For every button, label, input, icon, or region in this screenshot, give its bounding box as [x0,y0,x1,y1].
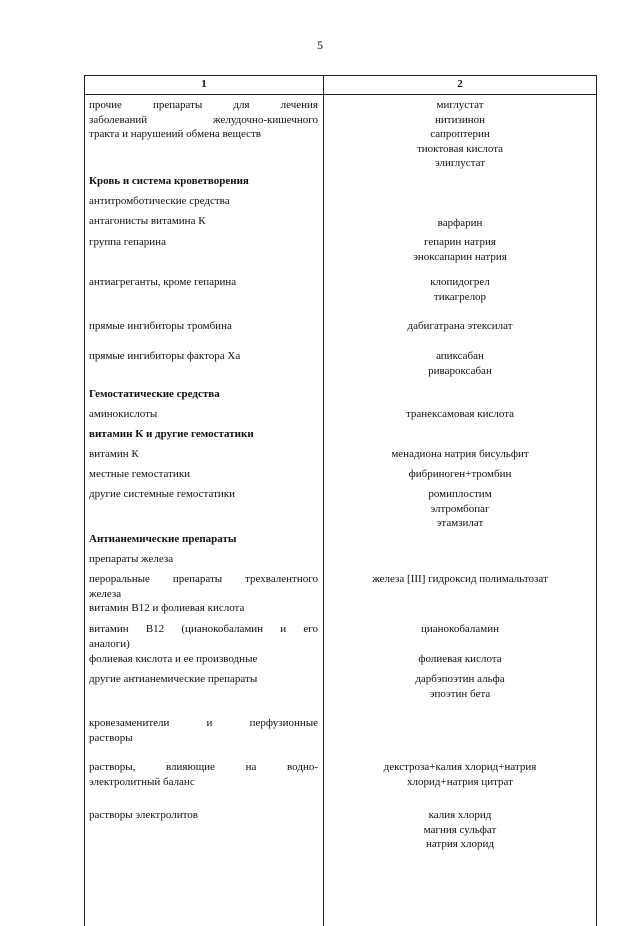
drug-name: клопидогрел [430,276,490,288]
row-drugs [327,572,593,587]
drug-name: цианокобаламин [420,623,499,635]
category-line: заболеваний желудочно-кишечного [89,113,318,126]
category-line: аналоги) [89,637,130,650]
category-line: кровезаменители и перфузионные [89,717,318,729]
row-category: прямые ингибиторы фактора Xa [89,350,241,362]
drug-name: дарбэпоэтин альфа [415,673,505,685]
drug-name: дабигатрана этексилат [407,320,513,332]
category-line: растворы [89,731,133,744]
drug-name: декстроза+калия хлорид+натрия [383,761,537,773]
drug-name: фибриноген+тромбин [408,468,512,480]
drug-name: этамзилат [436,517,484,530]
drug-name: нитизинон [435,113,485,126]
page-number: 5 [317,38,323,52]
drug-name: тиоктовая кислота [416,142,504,155]
column-divider [323,76,324,926]
section-heading: Гемостатические средства [89,388,220,400]
row-drugs [327,808,593,852]
row-category: антагонисты витамина К [89,215,206,227]
row-drugs [327,487,593,531]
drug-name: элтромбопаг [430,502,490,515]
drug-name: варфарин [437,217,483,229]
drug-name: сапроптерин [430,128,490,141]
row-category: местные гемостатики [89,468,191,480]
row-drugs [327,672,593,701]
row-drugs [327,407,593,422]
row-drugs [327,652,593,667]
row-category: антиагреганты, кроме гепарина [89,276,237,288]
row-category: другие системные гемостатики [89,488,236,500]
header-divider [85,94,596,95]
drug-name: миглустат [436,99,484,111]
category-line: железа [89,587,122,600]
row-category [89,622,318,651]
row-category: витамин К [89,448,139,460]
category-line: электролитный баланс [89,775,195,788]
drug-table [84,75,597,926]
row-drugs [327,319,593,334]
row-category: прямые ингибиторы тромбина [89,320,232,332]
row-category: витамин B12 и фолиевая кислота [89,602,245,614]
drug-name: хлорид+натрия цитрат [407,775,513,788]
row-category [89,760,318,789]
row-category: другие антианемические препараты [89,673,258,685]
row-drugs [327,447,593,462]
row-category: аминокислоты [89,408,158,420]
row-drugs [327,98,593,171]
drug-name: ромиплостим [428,488,492,500]
row-drugs [327,216,593,231]
drug-name: транексамовая кислота [405,408,515,420]
category-line: витамин B12 (цианокобаламин и его [89,623,318,635]
row-category [89,98,318,142]
row-category: препараты железа [89,553,174,565]
category-line: тракта и нарушений обмена веществ [89,128,261,141]
drug-name: тикагрелор [433,290,487,303]
row-category: фолиевая кислота и ее производные [89,653,258,665]
row-category [89,716,318,745]
column-header-2: 2 [457,78,463,90]
row-drugs [327,349,593,378]
row-drugs [327,235,593,264]
row-category: группа гепарина [89,236,166,248]
drug-name: ривароксабан [428,364,492,377]
row-drugs [327,275,593,304]
drug-name: элиглустат [434,157,486,170]
drug-name: менадиона натрия бисульфит [391,448,529,460]
drug-name: калия хлорид [428,809,492,821]
category-line: растворы, влияющие на водно- [89,761,318,773]
drug-name: апиксабан [436,350,484,362]
category-line: прочие препараты для лечения [89,99,318,111]
drug-name: натрия хлорид [425,838,495,851]
row-drugs [327,467,593,482]
drug-name: эноксапарин натрия [413,250,507,263]
drug-name: фолиевая кислота [418,653,502,665]
section-heading: витамин К и другие гемостатики [89,428,254,440]
drug-name: магния сульфат [423,823,497,836]
row-category: антитромботические средства [89,195,230,207]
row-drugs [327,622,593,637]
row-drugs [327,760,593,789]
drug-name: гепарин натрия [424,236,496,248]
section-heading: Кровь и система кроветворения [89,175,249,187]
drug-name: железа [III] гидроксид полимальтозат [372,573,548,585]
section-heading: Антианемические препараты [89,533,237,545]
category-line: пероральные препараты трехвалентного [89,573,318,585]
row-category [89,572,318,601]
drug-name: эпоэтин бета [429,687,491,700]
column-header-1: 1 [201,78,207,90]
row-category: растворы электролитов [89,809,198,821]
